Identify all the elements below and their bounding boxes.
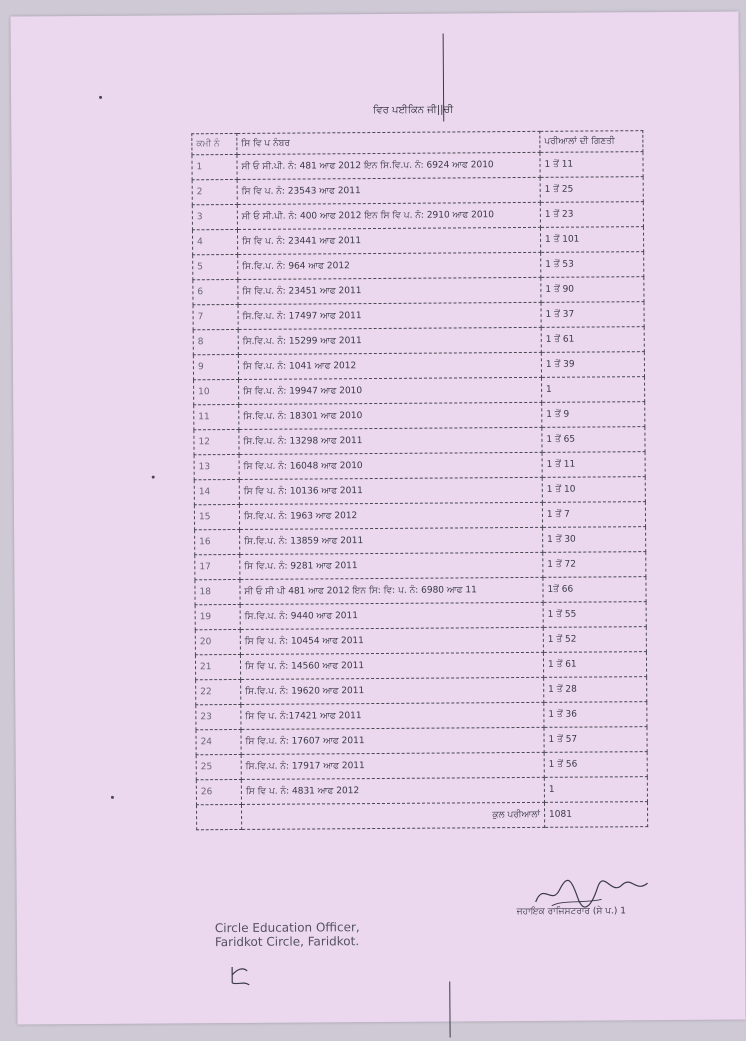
cell-case: ਸਿ ਵਿ.ਪ. ਨੰ: 16048 ਆਫ 2010 xyxy=(239,452,542,479)
cell-case: ਸਿ ਵਿ ਪ. ਨੰ: 23543 ਆਫ 2011 xyxy=(237,177,540,204)
cell-case: ਸਿ ਵਿ.ਪ. ਨੰ: 9281 ਆਫ 2011 xyxy=(240,552,543,579)
cell-serial: 9 xyxy=(193,354,238,379)
table-row xyxy=(195,527,646,555)
cell-pages: 1 ਤੋਂ 61 xyxy=(543,652,646,678)
cell-pages: 1 ਤੋਂ 57 xyxy=(544,727,647,753)
cell-case: ਸਿ.ਵਿ.ਪ. ਨੰ: 17497 ਆਫ 2011 xyxy=(238,302,541,329)
table-row xyxy=(196,677,647,705)
table-row xyxy=(195,652,646,680)
cell-pages: 1 xyxy=(541,377,644,403)
handwritten-initial xyxy=(229,963,251,987)
table-row xyxy=(196,727,647,755)
cell-serial: 8 xyxy=(193,329,238,354)
table-row xyxy=(192,177,643,205)
table-row xyxy=(195,577,646,605)
cell-pages: 1 ਤੋਂ 11 xyxy=(542,452,645,478)
stamp-line-2: Faridkot Circle, Faridkot. xyxy=(214,934,360,950)
cell-case: ਸਿ.ਵਿ.ਪ. ਨੰ: 17917 ਆਫ 2011 xyxy=(241,752,544,779)
signature-caption: ਜਹਾਇਕ ਰਾਜਿਸਟਰਾਰ (ਸੇ ਪ.) 1 xyxy=(516,906,627,918)
cell-serial: 11 xyxy=(194,404,239,429)
cell-case: ਸਿ.ਵਿ.ਪ. ਨੰ: 1963 ਆਫ 2012 xyxy=(239,502,542,529)
case-table xyxy=(191,130,648,830)
cell-pages: 1 ਤੋਂ 9 xyxy=(542,402,645,428)
cell-pages: 1 ਤੋਂ 39 xyxy=(541,352,644,378)
cell-serial: 16 xyxy=(195,529,240,554)
speck xyxy=(152,476,155,479)
cell-case: ਸੀ ਓ ਸੀ.ਪੀ. ਨੰ: 481 ਆਫ 2012 ਇਨ ਸਿ.ਵਿ.ਪ. ਨੰ: 6924 ਆਫ 2010 xyxy=(237,152,540,179)
fold-line-bottom xyxy=(449,982,450,1038)
table-row xyxy=(193,327,644,355)
cell-case: ਸਿ ਵਿ ਪ. ਨੰ: 14560 ਆਫ 2011 xyxy=(240,652,543,679)
speck xyxy=(111,796,114,799)
cell-pages: 1 ਤੋਂ 23 xyxy=(540,202,643,228)
table-row xyxy=(196,702,647,730)
cell-serial: 13 xyxy=(194,454,239,479)
table-row xyxy=(195,627,646,655)
table-row xyxy=(196,777,647,805)
cell-case: ਸੀ ਓ ਸੀ.ਪੀ. ਨੰ: 400 ਆਫ 2012 ਇਨ ਸਿ ਵਿ ਪ. ਨੰ: 2910 ਆਫ 2010 xyxy=(237,202,540,229)
table-row xyxy=(194,427,645,455)
cell-pages: 1 ਤੋਂ 90 xyxy=(541,277,644,303)
header-serial: ਕਮੀ ਨੰ xyxy=(192,133,237,154)
cell-serial: 21 xyxy=(195,654,240,679)
cell-pages: 1 ਤੋਂ 65 xyxy=(542,427,645,453)
table-row xyxy=(193,352,644,380)
table-row xyxy=(193,277,644,305)
cell-serial: 4 xyxy=(192,229,237,254)
table-row xyxy=(194,402,645,430)
cell-case: ਸਿ ਵਿ ਪ. ਨੰ: 10454 ਆਫ 2011 xyxy=(240,627,543,654)
stamp-line-1: Circle Education Officer, xyxy=(214,920,360,936)
cell-serial: 24 xyxy=(196,729,241,754)
cell-pages: 1 ਤੋਂ 36 xyxy=(544,702,647,728)
cell-case: ਸਿ ਵਿ.ਪ. ਨੰ: 1041 ਆਫ 2012 xyxy=(238,352,541,379)
officer-stamp xyxy=(215,920,360,949)
cell-pages: 1 ਤੋਂ 101 xyxy=(540,227,643,253)
cell-serial: 23 xyxy=(196,704,241,729)
table-row xyxy=(192,202,643,230)
cell-case: ਸੀ ਓ ਸੀ ਪੀ 481 ਆਫ 2012 ਇਨ ਸਿ: ਵਿ: ਪ. ਨੰ: 6980 ਆਫ 11 xyxy=(240,577,543,604)
cell-pages: 1 ਤੋਂ 61 xyxy=(541,327,644,353)
cell-serial: 26 xyxy=(196,779,241,804)
cell-serial: 1 xyxy=(192,154,237,179)
cell-pages: 1 ਤੋਂ 72 xyxy=(543,552,646,578)
cell-serial: 19 xyxy=(195,604,240,629)
cell-pages: 1 ਤੋਂ 11 xyxy=(540,152,643,178)
cell-pages: 1 ਤੋਂ 7 xyxy=(542,502,645,528)
cell-case: ਸਿ.ਵਿ.ਪ. ਨੰ: 13859 ਆਫ 2011 xyxy=(239,527,542,554)
table-row xyxy=(195,552,646,580)
total-blank xyxy=(196,804,241,829)
cell-serial: 12 xyxy=(194,429,239,454)
header-case: ਸਿ ਵਿ ਪ ਨੰਬਰ xyxy=(237,131,540,154)
cell-serial: 3 xyxy=(192,204,237,229)
cell-case: ਸਿ.ਵਿ.ਪ. ਨੰ: 18301 ਆਫ 2010 xyxy=(239,402,542,429)
table-row xyxy=(194,377,645,405)
cell-pages: 1 ਤੋਂ 30 xyxy=(543,527,646,553)
table-row xyxy=(193,302,644,330)
cell-pages: 1 ਤੋਂ 37 xyxy=(541,302,644,328)
total-value: 1081 xyxy=(544,802,647,828)
cell-pages: 1 ਤੋਂ 55 xyxy=(543,602,646,628)
cell-case: ਸਿ ਵਿ ਪ. ਨੰ: 10136 ਆਫ 2011 xyxy=(239,477,542,504)
cell-case: ਸਿ ਵਿ.ਪ. ਨੰ: 17607 ਆਫ 2011 xyxy=(241,727,544,754)
cell-serial: 14 xyxy=(194,479,239,504)
cell-pages: 1 ਤੋਂ 25 xyxy=(540,177,643,203)
cell-pages: 1 ਤੋਂ 56 xyxy=(544,752,647,778)
table-row xyxy=(194,477,645,505)
page-title: ਵਿਰ ਪਈਕਿਨ ਜੀ||ਚੀ xyxy=(373,104,454,117)
cell-pages: 1 xyxy=(544,777,647,803)
cell-case: ਸਿ.ਵਿ.ਪ. ਨੰ: 19620 ਆਫ 2011 xyxy=(241,677,544,704)
table-row xyxy=(194,452,645,480)
table-row xyxy=(195,602,646,630)
cell-serial: 10 xyxy=(194,379,239,404)
table-row xyxy=(196,752,647,780)
cell-case: ਸਿ ਵਿ ਪ. ਨੰ:17421 ਆਫ 2011 xyxy=(241,702,544,729)
table-row xyxy=(194,502,645,530)
cell-serial: 18 xyxy=(195,579,240,604)
cell-serial: 2 xyxy=(192,179,237,204)
cell-case: ਸਿ.ਵਿ.ਪ. ਨੰ: 964 ਆਫ 2012 xyxy=(238,252,541,279)
cell-case: ਸਿ ਵਿ.ਪ. ਨੰ: 19947 ਆਫ 2010 xyxy=(238,377,541,404)
cell-pages: 1ਤੋਂ 66 xyxy=(543,577,646,603)
cell-case: ਸਿ ਵਿ ਪ. ਨੰ: 23441 ਆਫ 2011 xyxy=(237,227,540,254)
cell-case: ਸਿ ਵਿ ਪ. ਨੰ: 4831 ਆਫ 2012 xyxy=(241,777,544,804)
cell-case: ਸਿ.ਵਿ.ਪ. ਨੰ: 13298 ਆਫ 2011 xyxy=(239,427,542,454)
cell-serial: 7 xyxy=(193,304,238,329)
cell-serial: 5 xyxy=(193,254,238,279)
cell-serial: 17 xyxy=(195,554,240,579)
table-total-row xyxy=(196,802,647,830)
cell-serial: 15 xyxy=(194,504,239,529)
table-row xyxy=(192,227,643,255)
cell-case: ਸਿ ਵਿ.ਪ. ਨੰ: 23451 ਆਫ 2011 xyxy=(238,277,541,304)
speck xyxy=(99,96,102,99)
cell-pages: 1 ਤੋਂ 52 xyxy=(543,627,646,653)
cell-serial: 6 xyxy=(193,279,238,304)
total-label: ਕੁਲ ਪਰੀਆਲਾਂ xyxy=(241,802,544,829)
cell-case: ਸਿ.ਵਿ.ਪ. ਨੰ: 9440 ਆਫ 2011 xyxy=(240,602,543,629)
cell-pages: 1 ਤੋਂ 53 xyxy=(541,252,644,278)
header-pages: ਪਰੀਆਲਾਂ ਦੀ ਗਿਣਤੀ xyxy=(540,131,643,153)
cell-serial: 20 xyxy=(195,629,240,654)
cell-pages: 1 ਤੋਂ 10 xyxy=(542,477,645,503)
cell-serial: 25 xyxy=(196,754,241,779)
cell-case: ਸਿ.ਵਿ.ਪ. ਨੰ: 15299 ਆਫ 2011 xyxy=(238,327,541,354)
document-page xyxy=(10,11,745,1024)
table-row xyxy=(192,152,643,180)
table-row xyxy=(193,252,644,280)
cell-serial: 22 xyxy=(196,679,241,704)
cell-pages: 1 ਤੋਂ 28 xyxy=(544,677,647,703)
